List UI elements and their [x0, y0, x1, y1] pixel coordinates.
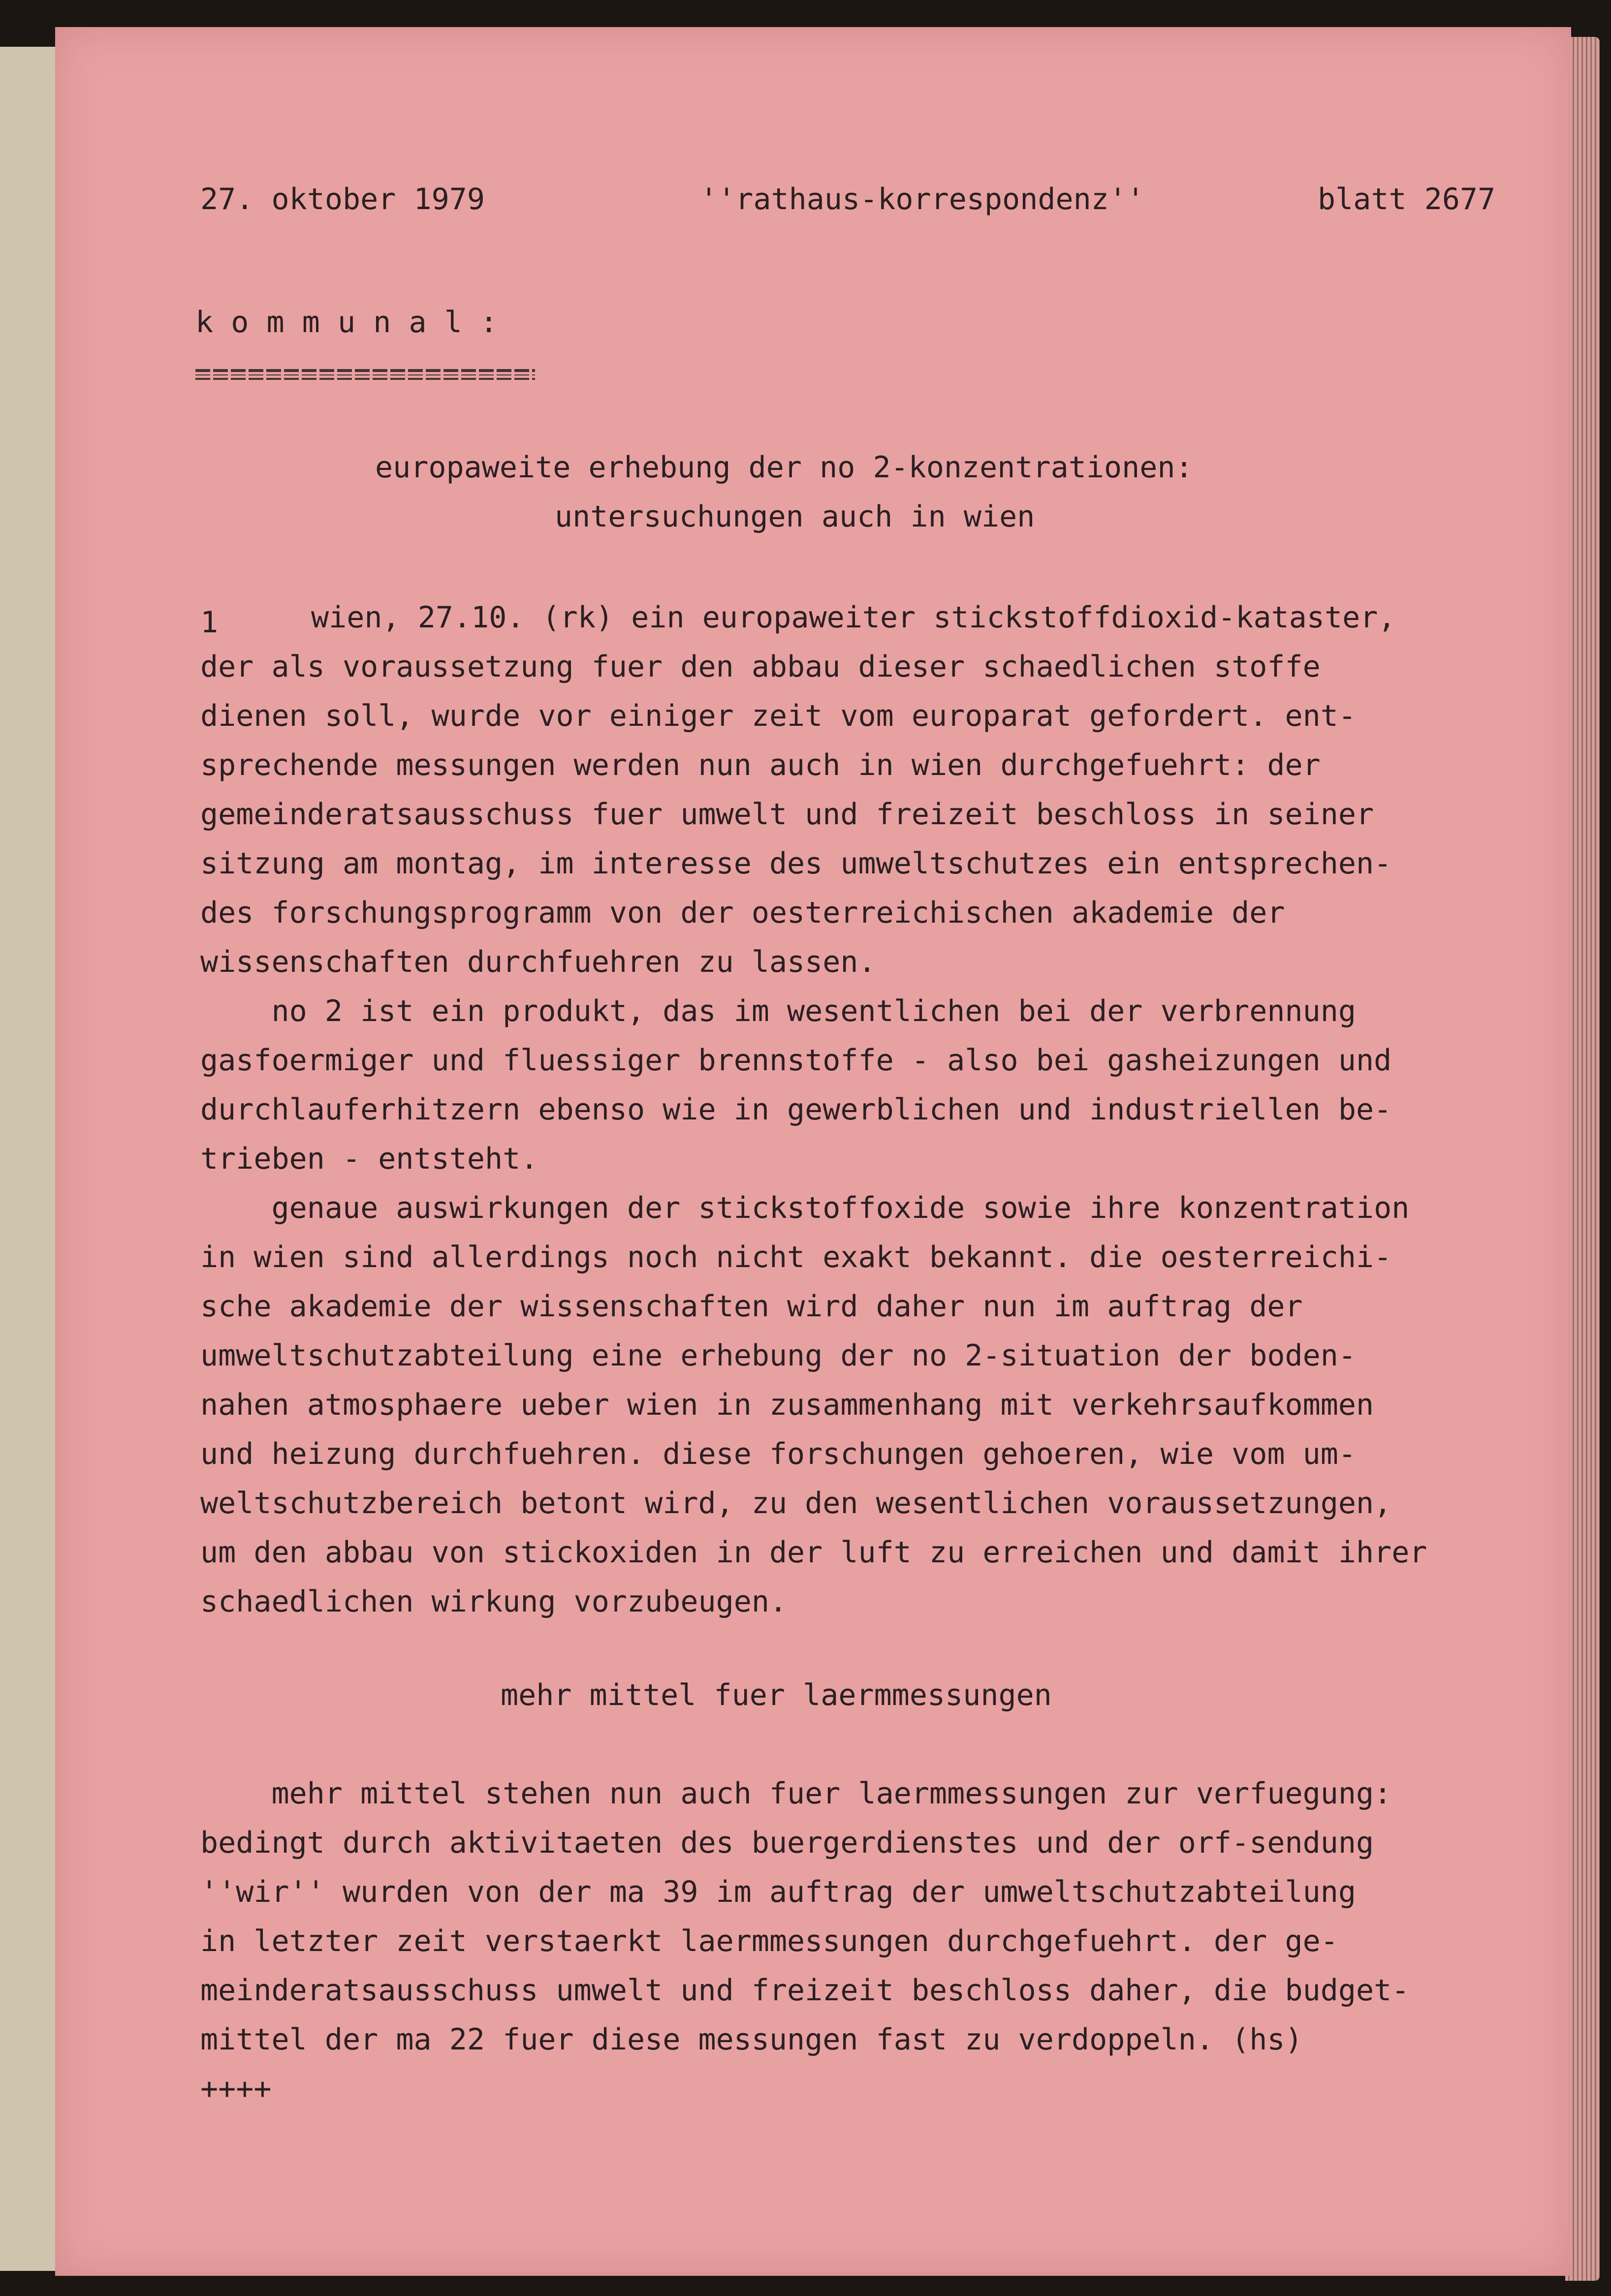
header-sheet-number: blatt 2677	[1318, 182, 1496, 217]
section-underline-rule	[195, 369, 535, 380]
article1-line: sprechende messungen werden nun auch in wien durchgefuehrt: der	[200, 748, 1321, 782]
article1-number: 1	[200, 605, 219, 640]
article1-line: nahen atmosphaere ueber wien in zusammenhang mit verkehrsaufkommen	[200, 1388, 1374, 1422]
header-publication: ''rathaus-korrespondenz''	[700, 182, 1145, 217]
article1-line: wissenschaften durchfuehren zu lassen.	[200, 945, 876, 979]
header-date: 27. oktober 1979	[200, 182, 485, 217]
typewritten-page	[55, 27, 1571, 2276]
article1-line: des forschungsprogramm von der oesterreichischen akademie der	[200, 896, 1285, 930]
article2-line: meinderatsausschuss umwelt und freizeit beschloss daher, die budget-	[200, 1973, 1410, 2008]
article2-line: mehr mittel stehen nun auch fuer laermmessungen zur verfuegung:	[200, 1776, 1392, 1811]
article1-line: schaedlichen wirkung vorzubeugen.	[200, 1584, 788, 1619]
article1-line: wien, 27.10. (rk) ein europaweiter stickstoffdioxid-kataster,	[311, 600, 1396, 635]
previous-page-edge	[0, 47, 57, 2271]
article2-line: bedingt durch aktivitaeten des buergerdienstes und der orf-sendung	[200, 1826, 1374, 1860]
article1-line: und heizung durchfuehren. diese forschungen gehoeren, wie vom um-	[200, 1437, 1356, 1471]
article1-line: trieben - entsteht.	[200, 1142, 538, 1176]
article1-line: sche akademie der wissenschaften wird daher nun im auftrag der	[200, 1289, 1303, 1324]
article1-line: genaue auswirkungen der stickstoffoxide sowie ihre konzentration	[200, 1191, 1410, 1225]
article1-line: dienen soll, wurde vor einiger zeit vom europarat gefordert. ent-	[200, 699, 1356, 733]
article1-line: durchlauferhitzern ebenso wie in gewerblichen und industriellen be-	[200, 1092, 1392, 1127]
article1-line: sitzung am montag, im interesse des umweltschutzes ein entsprechen-	[200, 846, 1392, 881]
article2-line: ''wir'' wurden von der ma 39 im auftrag der umweltschutzabteilung	[200, 1875, 1356, 1909]
section-label: k o m m u n a l :	[195, 305, 498, 340]
article2-end-mark: ++++	[200, 2072, 272, 2106]
article1-line: in wien sind allerdings noch nicht exakt bekannt. die oesterreichi-	[200, 1240, 1392, 1274]
article1-line: der als voraussetzung fuer den abbau dieser schaedlichen stoffe	[200, 650, 1321, 684]
article2-line: in letzter zeit verstaerkt laermmessungen durchgefuehrt. der ge-	[200, 1924, 1338, 1958]
article1-line: gemeinderatsausschuss fuer umwelt und freizeit beschloss in seiner	[200, 797, 1374, 832]
article1-headline-line1: europaweite erhebung der no 2-konzentrationen:	[375, 450, 1193, 485]
article1-line: no 2 ist ein produkt, das im wesentlichen bei der verbrennung	[200, 994, 1356, 1028]
article2-headline: mehr mittel fuer laermmessungen	[501, 1678, 1052, 1712]
article1-line: weltschutzbereich betont wird, zu den wesentlichen voraussetzungen,	[200, 1486, 1392, 1520]
article1-line: umweltschutzabteilung eine erhebung der no 2-situation der boden-	[200, 1338, 1356, 1373]
article1-line: um den abbau von stickoxiden in der luft zu erreichen und damit ihrer	[200, 1535, 1427, 1570]
article2-line: mittel der ma 22 fuer diese messungen fast zu verdoppeln. (hs)	[200, 2022, 1303, 2057]
article1-line: gasfoermiger und fluessiger brennstoffe - also bei gasheizungen und	[200, 1043, 1392, 1078]
article1-headline-line2: untersuchungen auch in wien	[555, 499, 1035, 534]
